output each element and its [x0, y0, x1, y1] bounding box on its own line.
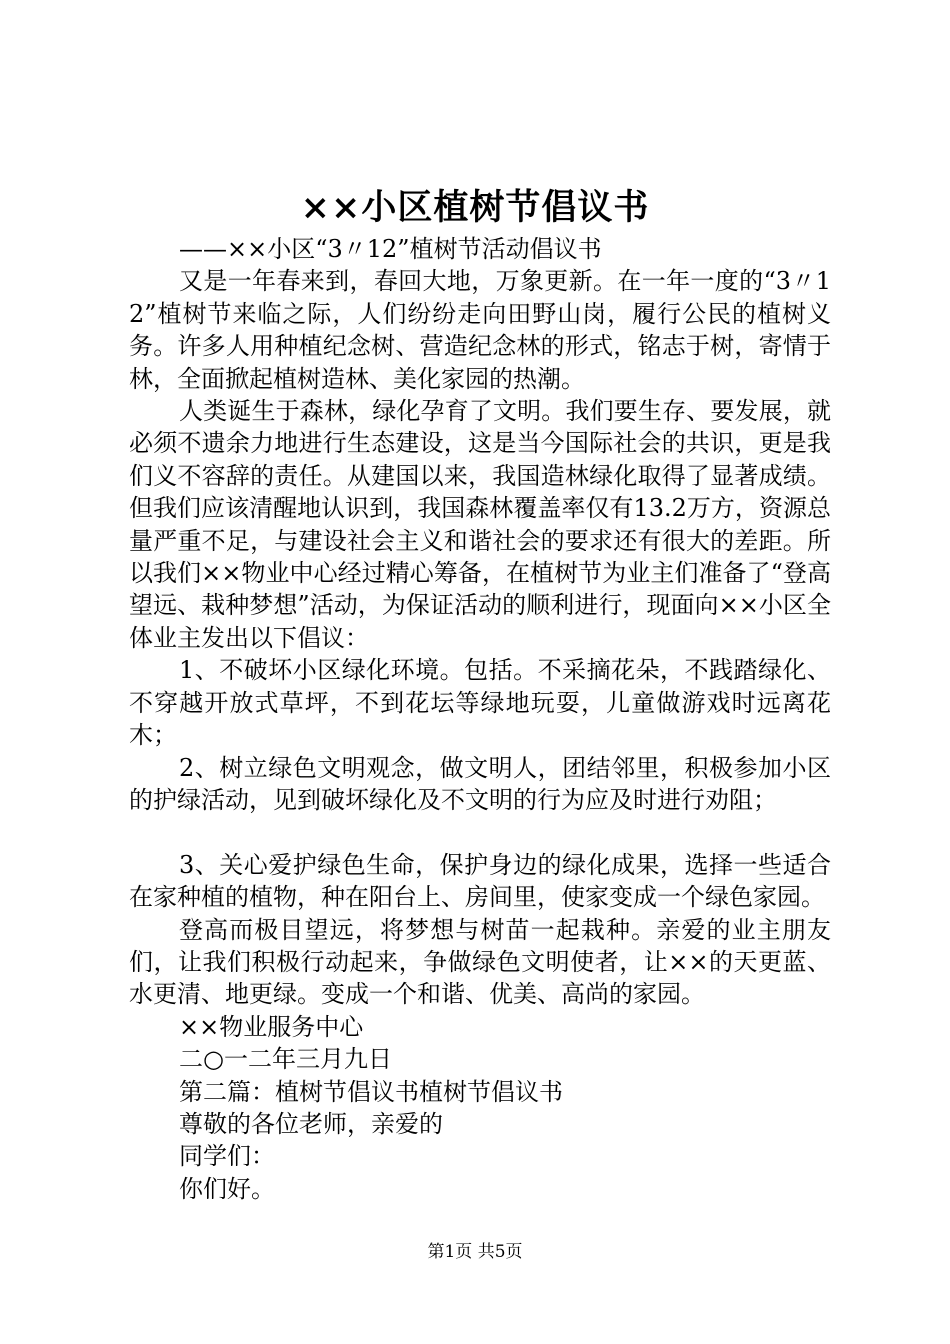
proposal-item-2: 2、树立绿色文明观念，做文明人，团结邻里，积极参加小区的护绿活动，见到破坏绿化及不文明的行为应及时进行劝阻； — [129, 753, 831, 814]
paragraph-closing: 登高而极目望远，将梦想与树苗一起栽种。亲爱的业主朋友们，让我们积极行动起来，争做绿色文明使者，让××的天更蓝、水更清、地更绿。变成一个和谐、优美、高尚的家园。 — [129, 915, 831, 1009]
salutation: 你们好。 — [179, 1174, 275, 1203]
document-body — [129, 233, 831, 1205]
page-number-footer: 第1页 共5页 — [427, 1242, 523, 1262]
document-date: 二○一二年三月九日 — [179, 1045, 392, 1074]
signature: ××物业服务中心 — [179, 1012, 364, 1041]
proposal-item-1: 1、不破坏小区绿化环境。包括。不采摘花朵，不践踏绿化、不穿越开放式草坪，不到花坛等绿地玩耍，儿童做游戏时远离花木； — [129, 656, 831, 750]
paragraph-intro: 又是一年春来到，春回大地，万象更新。在一年一度的“3〃12”植树节来临之际，人们纷纷走向田野山岗，履行公民的植树义务。许多人用种植纪念树、营造纪念林的形式，铭志于树，寄情于林，全面掀起植树造林、美化家园的热潮。 — [129, 267, 831, 393]
paragraph-background: 人类诞生于森林，绿化孕育了文明。我们要生存、要发展，就必须不遗余力地进行生态建设，这是当今国际社会的共识，更是我们义不容辞的责任。从建国以来，我国造林绿化取得了显著成绩。但我们应该清醒地认识到，我国森林覆盖率仅有13.2万方，资源总量严重不足，与建设社会主义和谐社会的要求还有很大的差距。所以我们××物业中心经过精心筹备，在植树节为业主们准备了“登高望远、栽种梦想”活动，为保证活动的顺利进行，现面向××小区全体业主发出以下倡议： — [129, 397, 831, 652]
document-title: ××小区植树节倡议书 — [300, 187, 650, 228]
second-part-title: 第二篇：植树节倡议书植树节倡议书 — [179, 1077, 563, 1106]
greeting-line-1: 尊敬的各位老师，亲爱的 — [179, 1109, 443, 1138]
greeting-line-2: 同学们： — [179, 1142, 275, 1171]
document-subtitle: ——××小区“3〃12”植树节活动倡议书 — [179, 235, 602, 263]
proposal-item-3: 3、关心爱护绿色生命，保护身边的绿化成果，选择一些适合在家种植的植物，种在阳台上、房间里，使家变成一个绿色家园。 — [129, 850, 831, 912]
